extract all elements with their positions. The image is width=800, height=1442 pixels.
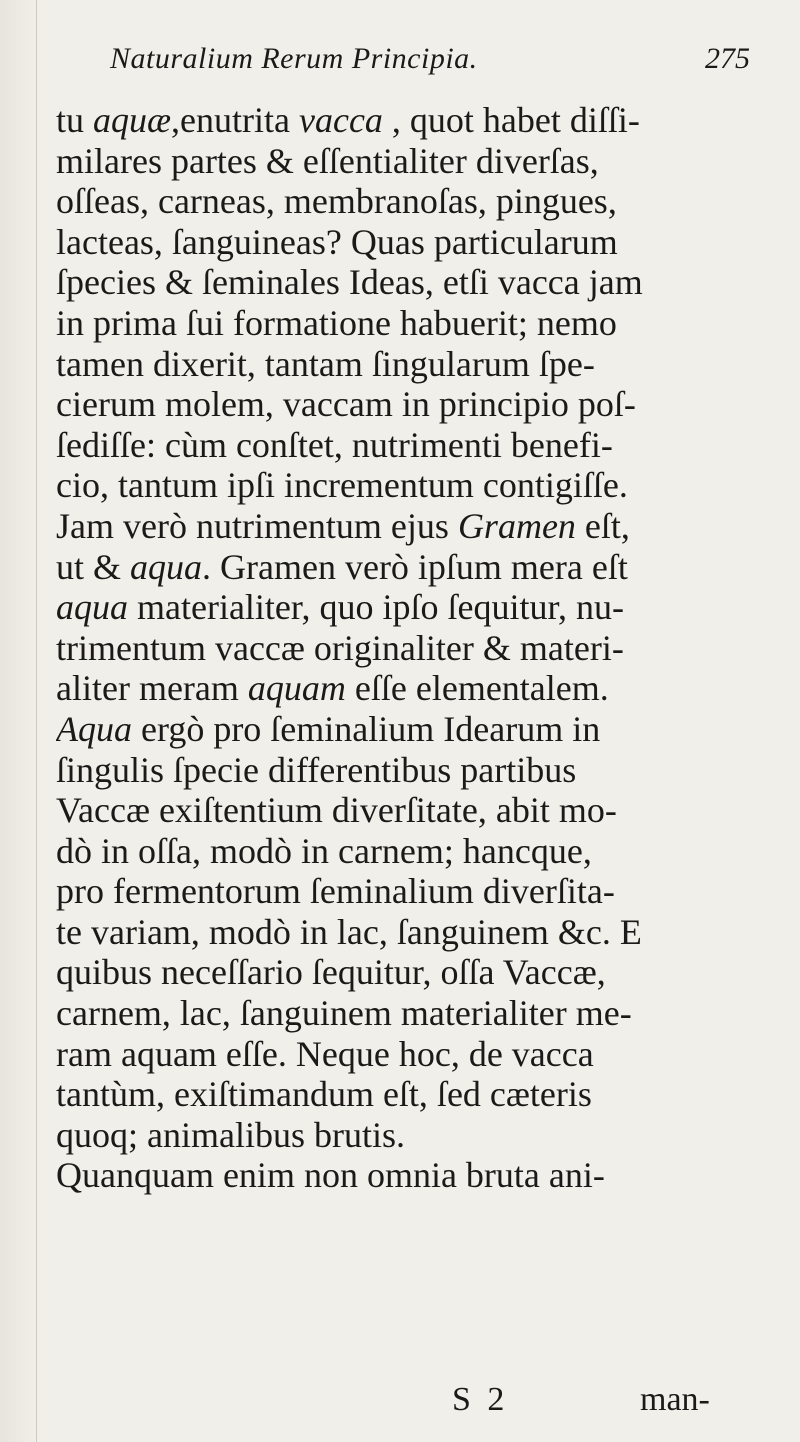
text-line	[56, 100, 776, 141]
text-run: te variam, modò in lac, ſanguinem &c. E	[56, 911, 642, 952]
binding-gutter	[0, 0, 38, 1442]
text-run: oſſeas, carneas, membranoſas, pingues,	[56, 181, 617, 222]
text-line	[56, 750, 776, 791]
text-line	[56, 181, 776, 222]
text-line	[56, 506, 776, 547]
text-run: in prima ſui formatione habuerit; nemo	[56, 302, 617, 343]
gutter-edge	[36, 0, 37, 1442]
page-header	[110, 42, 750, 86]
text-line	[56, 1115, 776, 1156]
text-run: Quanquam enim non omnia bruta ani-	[56, 1155, 605, 1196]
text-run: ,enutrita	[171, 100, 299, 140]
page-number: 275	[705, 42, 750, 75]
text-run: materialiter, quo ipſo ſequitur, nu-	[128, 587, 624, 628]
text-line	[56, 1155, 776, 1196]
text-line	[56, 262, 776, 303]
text-line	[56, 1074, 776, 1115]
italic-text-run: Gramen	[457, 505, 576, 546]
text-run: eſt,	[575, 505, 630, 546]
italic-text-run: aqua	[130, 546, 203, 587]
text-run: ut &	[56, 546, 131, 587]
text-line	[56, 912, 776, 953]
text-run: . Gramen verò ipſum mera eſt	[202, 546, 628, 587]
text-run: tantùm, exiſtimandum eſt, ſed cæteris	[56, 1074, 592, 1115]
text-run: milares partes & eſſentialiter diverſas,	[56, 140, 599, 181]
text-line	[56, 871, 776, 912]
text-run: quibus neceſſario ſequitur, oſſa Vaccæ,	[56, 952, 606, 993]
text-run: tamen dixerit, tantam ſingularum ſpe-	[56, 343, 595, 384]
text-line	[56, 547, 776, 588]
text-run: ram aquam eſſe. Neque hoc, de vacca	[56, 1033, 594, 1074]
text-line	[56, 709, 776, 750]
catchword: man-	[640, 1381, 710, 1418]
text-line	[56, 222, 776, 263]
text-run: ſingulis ſpecie differentibus partibus	[56, 749, 577, 790]
text-run: Jam verò nutrimentum ejus	[56, 505, 458, 546]
text-line	[56, 465, 776, 506]
text-run: quoq; animalibus brutis.	[56, 1114, 405, 1155]
text-run: tu	[56, 100, 94, 140]
text-run: ſediſſe: cùm conſtet, nutrimenti benefi-	[56, 424, 613, 465]
italic-text-run: Aqua	[56, 708, 132, 749]
running-head: Naturalium Rerum Principia.	[110, 42, 478, 75]
text-run: ſpecies & ſeminales Ideas, etſi vacca jam	[56, 262, 643, 303]
body-text	[56, 100, 776, 1196]
text-line	[56, 668, 776, 709]
text-run: cierum molem, vaccam in principio poſ-	[56, 384, 636, 425]
text-line	[56, 384, 776, 425]
italic-text-run: vacca	[298, 100, 383, 140]
text-run: aliter meram	[56, 668, 248, 709]
text-run: ergò pro ſeminalium Idearum in	[132, 708, 601, 749]
text-line	[56, 790, 776, 831]
text-run: lacteas, ſanguineas? Quas particularum	[56, 221, 618, 262]
italic-text-run: aquæ	[93, 100, 172, 140]
text-run: , quot habet diſſi-	[382, 100, 640, 140]
text-line	[56, 628, 776, 669]
text-line	[56, 952, 776, 993]
text-line	[56, 587, 776, 628]
text-run: dò in oſſa, modò in carnem; hancque,	[56, 830, 592, 871]
text-line	[56, 831, 776, 872]
text-run: eſſe elementalem.	[345, 668, 609, 709]
text-run: carnem, lac, ſanguinem materialiter me-	[56, 993, 632, 1034]
text-line	[56, 425, 776, 466]
text-run: trimentum vaccæ originaliter & materi-	[56, 627, 624, 668]
text-run: cio, tantum ipſi incrementum contigiſſe.	[56, 465, 628, 506]
text-line	[56, 141, 776, 182]
text-line	[56, 344, 776, 385]
text-line	[56, 303, 776, 344]
text-line	[56, 993, 776, 1034]
page-footer	[0, 1381, 800, 1425]
text-run: pro fermentorum ſeminalium diverſita-	[56, 871, 615, 912]
text-line	[56, 1034, 776, 1075]
text-run: Vaccæ exiſtentium diverſitate, abit mo-	[56, 790, 617, 831]
italic-text-run: aquam	[247, 668, 346, 709]
italic-text-run: aqua	[56, 587, 128, 628]
signature-mark: S 2	[452, 1381, 509, 1418]
